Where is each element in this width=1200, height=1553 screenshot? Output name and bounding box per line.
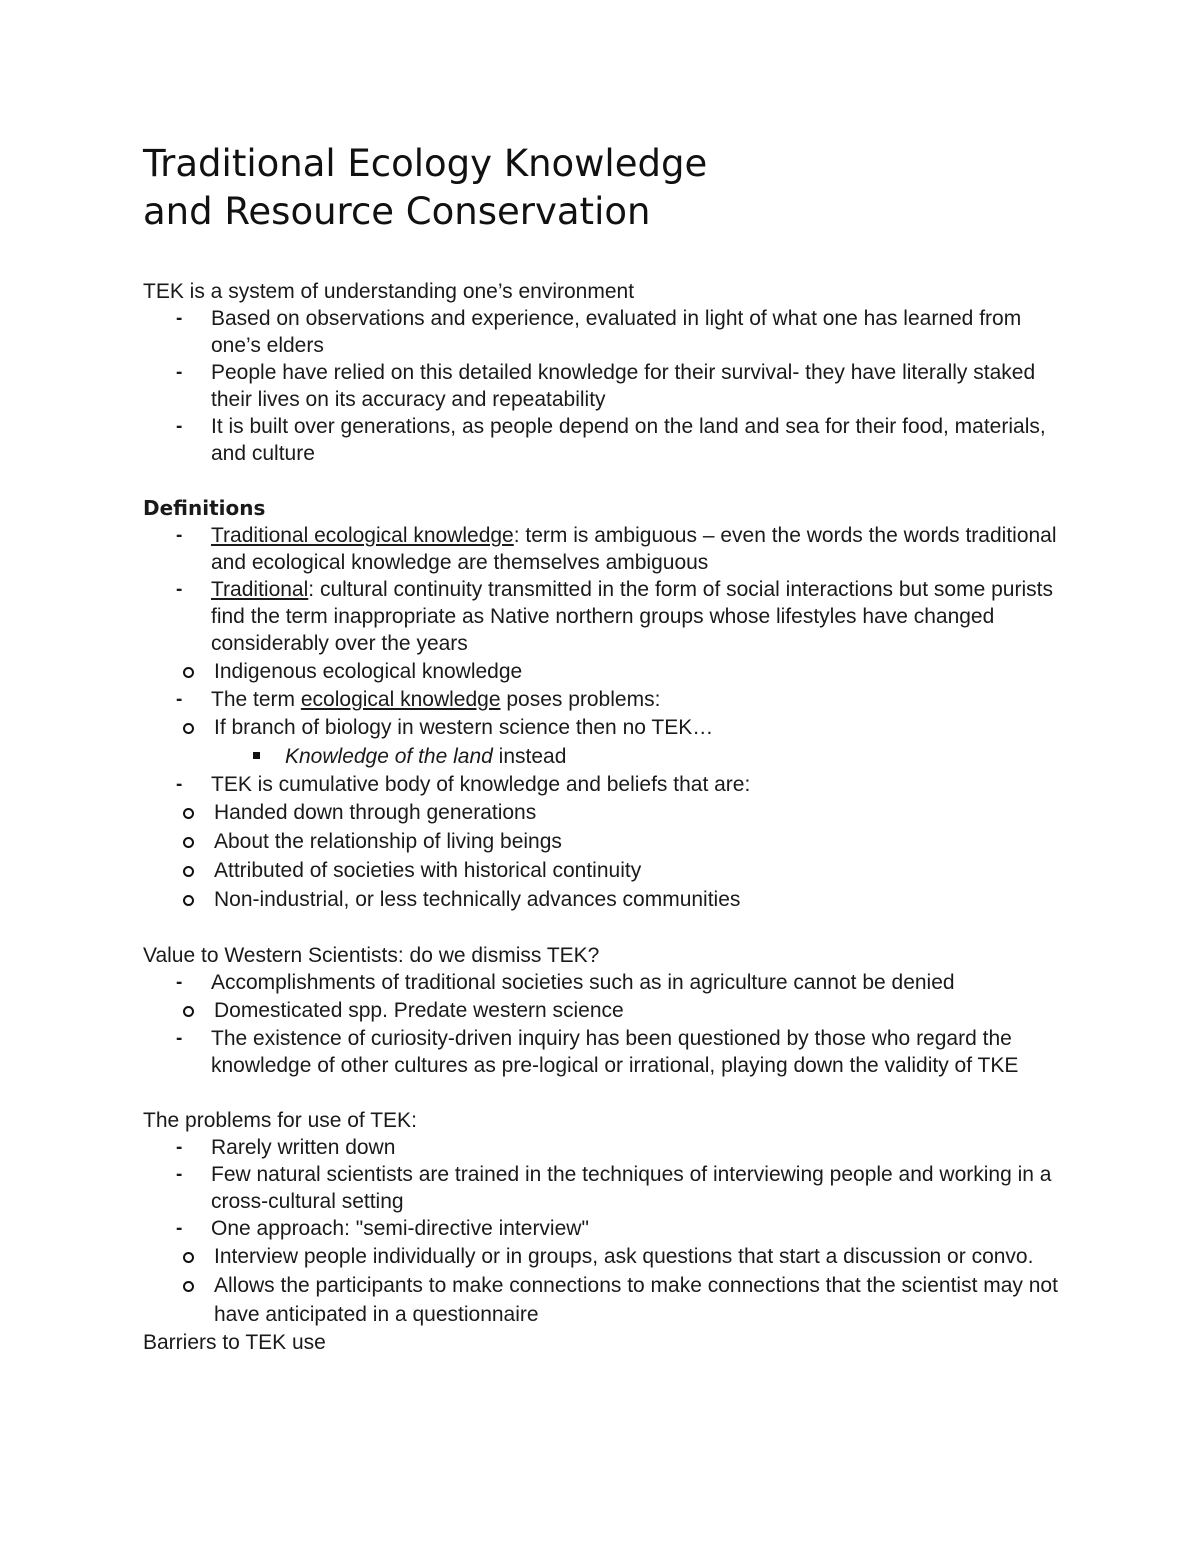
definitions-list xyxy=(143,522,1063,657)
cumulative-sublist xyxy=(143,798,1063,914)
list-item: If branch of biology in western science then no TEK… xyxy=(143,713,1063,742)
list-item: About the relationship of living beings xyxy=(143,827,1063,856)
list-item: - People have relied on this detailed knowledge for their survival- they have literally staked their lives on its accuracy and repeatability xyxy=(176,361,1036,411)
list-item: Interview people individually or in groups, ask questions that start a discussion or convo. xyxy=(143,1242,1063,1271)
list-item: - TEK is cumulative body of knowledge and beliefs that are: xyxy=(176,773,751,796)
list-item: - Few natural scientists are trained in the techniques of interviewing people and working in a cross-cultural setting xyxy=(176,1163,1052,1213)
definitions-heading: Definitions xyxy=(143,496,266,520)
intro-lead: TEK is a system of understanding one’s environment xyxy=(143,280,635,303)
list-item: Handed down through generations xyxy=(143,798,1063,827)
dash-bullet: - xyxy=(176,1028,183,1049)
dash-bullet: - xyxy=(176,525,183,546)
circle-bullet xyxy=(183,866,194,877)
square-bullet xyxy=(253,752,260,759)
definitions-list-2 xyxy=(143,686,1063,713)
value-list-2 xyxy=(143,1025,1063,1079)
list-item: Knowledge of the land instead xyxy=(143,742,1063,771)
term-tek: Traditional ecological knowledge xyxy=(211,524,514,547)
list-item: Attributed of societies with historical continuity xyxy=(143,856,1063,885)
dash-bullet: - xyxy=(176,1164,183,1185)
problems-list xyxy=(143,1134,1063,1242)
circle-bullet xyxy=(183,1006,194,1017)
problems-lead: The problems for use of TEK: xyxy=(143,1109,417,1132)
list-item: - Accomplishments of traditional societies such as in agriculture cannot be denied xyxy=(176,971,955,994)
list-item: - The term ecological knowledge poses problems: xyxy=(176,688,661,711)
list-item: Allows the participants to make connections to make connections that the scientist may not have anticipated in a questionnaire xyxy=(143,1271,1063,1329)
list-item: - Based on observations and experience, evaluated in light of what one has learned from one’s elders xyxy=(176,307,1022,357)
value-list xyxy=(143,969,1063,996)
list-item: - Rarely written down xyxy=(176,1136,396,1159)
circle-bullet xyxy=(183,1252,194,1263)
list-item: Domesticated spp. Predate western science xyxy=(143,996,1063,1025)
value-sublist xyxy=(143,996,1063,1025)
intro-list xyxy=(143,305,1063,467)
title-line-1: Traditional Ecology Knowledge xyxy=(143,142,708,185)
circle-bullet xyxy=(183,808,194,819)
document-title xyxy=(143,140,1063,236)
barriers-lead: Barriers to TEK use xyxy=(143,1331,326,1354)
term-ecological-knowledge: ecological knowledge xyxy=(300,688,501,711)
circle-bullet xyxy=(183,1281,194,1292)
document-page xyxy=(143,140,1063,1356)
dash-bullet: - xyxy=(176,416,183,437)
title-line-2: and Resource Conservation xyxy=(143,190,651,233)
list-item: - Traditional ecological knowledge: term is ambiguous – even the words the words traditional and ecological knowledge are themselves ambiguous xyxy=(176,524,1057,574)
list-item: - One approach: "semi-directive interview" xyxy=(176,1217,589,1240)
term-traditional: Traditional xyxy=(211,578,309,601)
problems-sublist xyxy=(143,1242,1063,1329)
circle-bullet xyxy=(183,667,194,678)
ecological-subsublist xyxy=(143,742,1063,771)
dash-bullet: - xyxy=(176,774,183,795)
list-item: - Traditional: cultural continuity transmitted in the form of social interactions but some purists find the term inappropriate as Native northern groups whose lifestyles have changed considerably over the years xyxy=(176,578,1053,655)
list-item: - It is built over generations, as people depend on the land and sea for their food, materials, and culture xyxy=(176,415,1046,465)
circle-bullet xyxy=(183,895,194,906)
dash-bullet: - xyxy=(176,579,183,600)
list-item: Non-industrial, or less technically advances communities xyxy=(143,885,1063,914)
dash-bullet: - xyxy=(176,1137,183,1158)
dash-bullet: - xyxy=(176,972,183,993)
ecological-sublist xyxy=(143,713,1063,742)
circle-bullet xyxy=(183,723,194,734)
dash-bullet: - xyxy=(176,308,183,329)
list-item: Indigenous ecological knowledge xyxy=(143,657,1063,686)
dash-bullet: - xyxy=(176,689,183,710)
dash-bullet: - xyxy=(176,362,183,383)
list-item: - The existence of curiosity-driven inquiry has been questioned by those who regard the knowledge of other cultures as pre-logical or irrational, playing down the validity of TKE xyxy=(176,1027,1019,1077)
dash-bullet: - xyxy=(176,1218,183,1239)
value-lead: Value to Western Scientists: do we dismiss TEK? xyxy=(143,944,600,967)
circle-bullet xyxy=(183,837,194,848)
traditional-sublist xyxy=(143,657,1063,686)
definitions-list-3 xyxy=(143,771,1063,798)
